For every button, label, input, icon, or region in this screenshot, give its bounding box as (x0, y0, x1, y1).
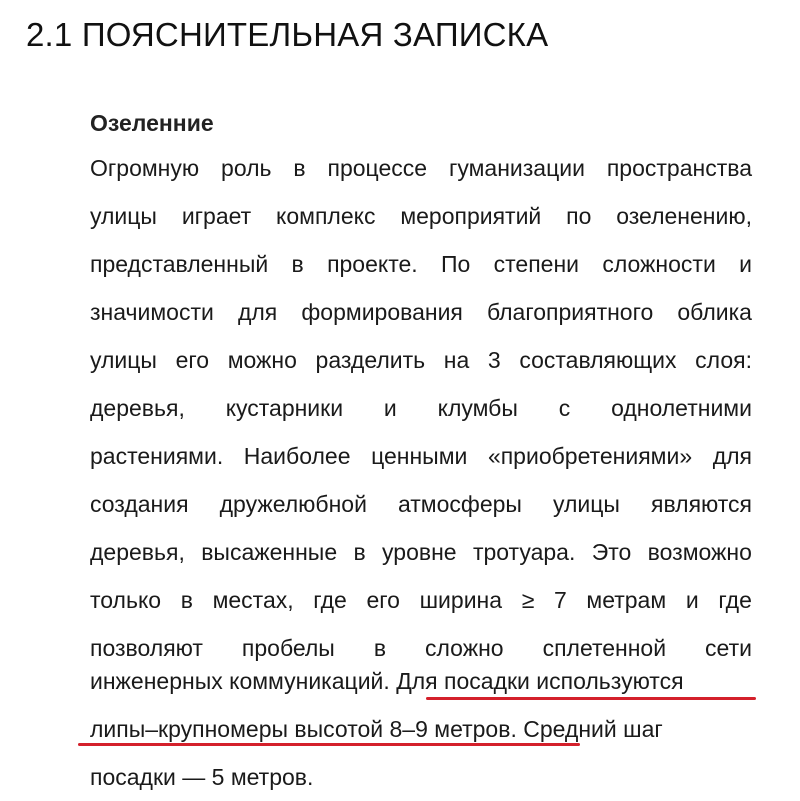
text-line (90, 153, 752, 183)
word: 3 (487, 347, 501, 373)
word: мероприятий (400, 203, 542, 229)
word: в (180, 587, 193, 613)
word: деревья, (90, 395, 185, 421)
word: его (366, 587, 400, 613)
word: и (383, 395, 397, 421)
word: создания (90, 491, 189, 517)
word: тротуара. (472, 539, 576, 565)
word: возможно (647, 539, 752, 565)
word: уровне (382, 539, 457, 565)
word: однолетними (611, 395, 752, 421)
word: облика (677, 299, 752, 325)
word: где (313, 587, 347, 613)
highlighted-text: липы–крупномеры высотой 8–9 метров (90, 716, 511, 742)
section-heading: Озеленние (90, 110, 214, 136)
word: в (291, 251, 304, 277)
text-line (90, 537, 752, 567)
red-underline (426, 697, 756, 700)
word: значимости (90, 299, 214, 325)
word: играет (181, 203, 252, 229)
word: только (90, 587, 162, 613)
word: степени (493, 251, 579, 277)
word: с (558, 395, 571, 421)
word: разделить (315, 347, 426, 373)
word: в (373, 635, 387, 661)
text-line: посадки — 5 метров. (90, 764, 314, 790)
word: процессе (327, 155, 428, 181)
word: слоя: (695, 347, 752, 373)
red-underline (78, 743, 580, 746)
word: озеленению, (616, 203, 752, 229)
word: метрам (586, 587, 667, 613)
word: высаженные (201, 539, 338, 565)
word: пробелы (241, 635, 335, 661)
word: составляющих (519, 347, 677, 373)
word: улицы (90, 203, 157, 229)
word: кустарники (225, 395, 344, 421)
word: Огромную (90, 155, 200, 181)
text-line (90, 345, 752, 375)
word: клумбы (437, 395, 518, 421)
text-line (90, 441, 752, 471)
word: в (353, 539, 366, 565)
word: и (739, 251, 752, 277)
word: сети (705, 635, 752, 661)
word: атмосферы (397, 491, 522, 517)
word: улицы (552, 491, 620, 517)
text-line (90, 585, 752, 615)
highlighted-text: Для посадки используются (396, 668, 684, 694)
word: проекте. (327, 251, 418, 277)
text-line (90, 714, 752, 744)
word: роль (221, 155, 272, 181)
word: его (175, 347, 210, 373)
word: улицы (90, 347, 157, 373)
word: для (712, 443, 752, 469)
word: 7 (553, 587, 567, 613)
word: сложно (425, 635, 504, 661)
word: в (293, 155, 306, 181)
word: можно (227, 347, 297, 373)
word: Наиболее (243, 443, 351, 469)
page-title: 2.1 ПОЯСНИТЕЛЬНАЯ ЗАПИСКА (26, 16, 549, 53)
word: Это (591, 539, 632, 565)
word: растениями. (90, 443, 224, 469)
text-line (90, 249, 752, 279)
word: позволяют (90, 635, 203, 661)
word: для (237, 299, 278, 325)
word: комплекс (276, 203, 376, 229)
text-line (90, 297, 752, 327)
text-plain: инженерных коммуникаций. (90, 668, 397, 694)
word: ценными (371, 443, 468, 469)
word: местах, (212, 587, 294, 613)
word: на (443, 347, 470, 373)
text-line (90, 489, 752, 519)
word: по (566, 203, 592, 229)
word: «приобретениями» (487, 443, 693, 469)
word: ≥ (521, 587, 535, 613)
word: и (685, 587, 699, 613)
text-line (90, 201, 752, 231)
text-line (90, 393, 752, 423)
text-line (90, 666, 752, 696)
text-plain: . Средний шаг (510, 716, 663, 742)
word: благоприятного (487, 299, 654, 325)
word: деревья, (90, 539, 185, 565)
word: По (440, 251, 471, 277)
word: гуманизации (448, 155, 585, 181)
word: пространства (606, 155, 752, 181)
word: сплетенной (542, 635, 667, 661)
word: дружелюбной (219, 491, 367, 517)
word: где (718, 587, 752, 613)
word: ширина (419, 587, 503, 613)
word: представленный (90, 251, 269, 277)
word: сложности (602, 251, 716, 277)
word: являются (651, 491, 752, 517)
word: формирования (301, 299, 463, 325)
text-line (90, 633, 752, 663)
